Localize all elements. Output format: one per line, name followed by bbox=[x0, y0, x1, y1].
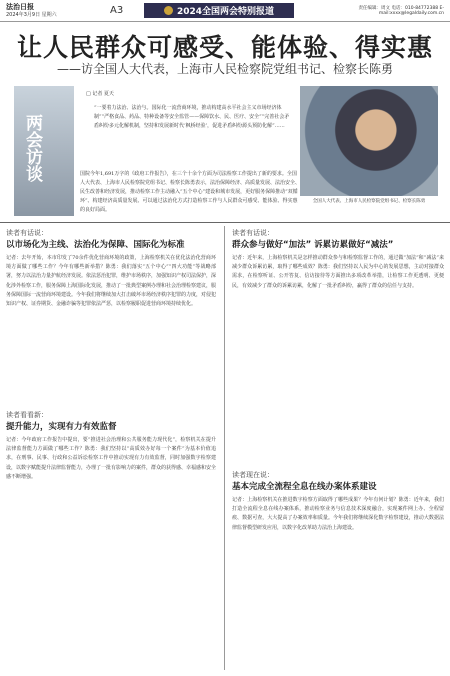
column-divider bbox=[224, 226, 225, 670]
emblem-icon bbox=[164, 6, 173, 15]
feature-block bbox=[14, 86, 438, 216]
section-2-kicker: 读者有话说： bbox=[232, 229, 274, 237]
banner-text: 2024全国两会特别报道 bbox=[176, 7, 275, 17]
paper-info bbox=[0, 3, 110, 17]
reporter-tag: □ 记者 夏天 bbox=[86, 91, 114, 97]
intro-quote: “一要着力法治、法治与。国际化一流营商环境，推动构建高水平社会主义市场经济体制”“严格食品、药品、特种设备等安全监管——保障饮水、民、医疗、安全”“完善社会矛盾纠纷多元化解机制，坚持和发展新时代‘枫桥经验’，促进矛盾纠纷源头预防化解”…… bbox=[94, 105, 290, 129]
section-3-kicker: 读者看看新： bbox=[6, 411, 48, 419]
paper-name: 法治日报 bbox=[6, 2, 34, 12]
editor-info: 责任编辑：周文 电话：010-84772388 E-mail:xxxx@legaldaily.com.cn bbox=[358, 6, 444, 16]
section-3-heading bbox=[6, 410, 221, 432]
photo-caption: 全国人大代表、上海市人民检察院党组书记、检察长陈勇 bbox=[312, 199, 426, 204]
page-number: A3 bbox=[110, 5, 124, 16]
section-1-kicker: 读者有话说： bbox=[6, 229, 48, 237]
section-1-body: 记者：去年开始，本市印发了70余件优化营商环境的政策，上海检察机关在优化法治化营商环境方面做了哪些工作？今年有哪些新举措？陈勇：我们落实“五个中心”“四大功能”等战略部署，努力以法治力量护航经济发展。依法惩治犯罪，维护市场秩序，加强知识产权司法保护，深化涉外检察工作，服务保障上海国际化发展，推动了一批典型案例办理和社会治理检察建议，服务保障国际一流营商环境建设。今年我们将继续加大打击破坏市场经济秩序犯罪的力度，对侵犯知识产权、证券期货、金融诈骗等犯罪依法严惩，以检察履职促进营商环境持续优化。 bbox=[6, 255, 216, 308]
masthead bbox=[0, 0, 450, 22]
issue-date: 2024年3月9日 星期六 bbox=[6, 11, 57, 18]
divider bbox=[0, 222, 450, 223]
section-2-heading bbox=[232, 228, 447, 250]
section-4-title: 基本完成全流程全息在线办案体系建设 bbox=[232, 482, 377, 492]
section-3-body: 记者：今年政府工作报告中提出，要“推进社会治理和公共服务能力现代化”，检察机关在提升法律监督能力方面做了哪些工作？陈勇：我们坚持以“高质效办好每一个案件”为基本价值追求，在刑事、民事、行政和公益诉讼检察工作中推动实现有力有效监督，同时加强数字检察建设，以数字赋能提升法律监督能力，办理了一批有影响力的案件，群众的获得感、幸福感和安全感不断增强。 bbox=[6, 437, 216, 480]
side-title: 两会访谈 bbox=[22, 114, 42, 182]
intro-paragraph: 国院今年1,691万字的《政府工作报告》，在三个十余个方面为司法检察工作提出了新的要求。全国人大代表、上海市人民检察院党组书记、检察长陈勇表示，法治保障经济、高质量发展、法治安全、民生改善和经济发展，推动检察工作主动融入“五个中心”建设和城市发展，更好服务保障推动“双循环”、构建经济高质量发展、可以通过法治化方式打造检察工作与人民群众可感受、能体验、得实惠的良好局面。 bbox=[80, 171, 301, 213]
section-4-body: 记者：上海检察机关在推进数字检察方面取得了哪些成果？今年有何计划？陈勇：近年来，我们打造全流程全息在线办案体系，推动检察业务与信息技术深度融合，实现案件网上办、全程留痕、数据可查，大大提高了办案效率和质量。今年我们将继续深化数字检察建设，推动大数据法律监督模型研发应用，以数字化改革助力法治上海建设。 bbox=[232, 497, 444, 531]
section-4-kicker: 读者现在说： bbox=[232, 471, 274, 479]
section-3-title: 提升能力，实现有力有效监督 bbox=[6, 422, 117, 432]
section-2-title: 群众参与做好“加法” 诉累访累做好“减法” bbox=[232, 240, 394, 250]
page-title: 让人民群众可感受、能体验、得实惠 bbox=[16, 33, 433, 62]
section-1-title: 以市场化为主线、法治化为保障、国际化为标准 bbox=[6, 240, 185, 250]
section-4-heading bbox=[232, 470, 447, 492]
side-illustration bbox=[14, 86, 74, 216]
section-1-heading bbox=[6, 228, 221, 250]
section-banner bbox=[144, 3, 294, 18]
section-2-body: 记者：近年来，上海检察机关是怎样推动群众参与和检察监督工作的，通过做“加法”和“减法”来减少群众诉累访累，取得了哪些成效？陈勇：我们坚持以人民为中心的发展思想，主动对接群众需求，在检察听证、公开答复、信访接待等方面推出多项改革举措，让检察工作更透明、更便民，有效减少了群众的诉累访累，化解了一批矛盾纠纷，赢得了群众的信任与支持。 bbox=[232, 255, 444, 289]
portrait-photo bbox=[300, 86, 438, 196]
subtitle: ——访全国人大代表，上海市人民检察院党组书记、检察长陈勇 bbox=[56, 62, 393, 76]
